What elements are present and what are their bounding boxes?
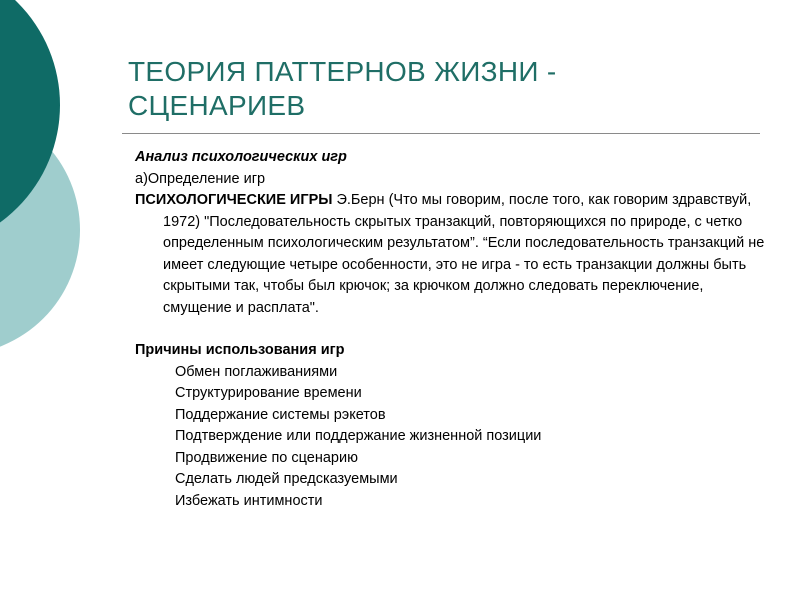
reason-item: Обмен поглаживаниями: [175, 363, 338, 380]
definition-heading: а)Определение игр: [135, 170, 266, 187]
definition-paragraph: [135, 190, 775, 319]
reason-item: Сделать людей предсказуемыми: [175, 471, 398, 487]
slide-body: [135, 147, 775, 512]
reasons-list: [135, 362, 775, 513]
definition-text: Э.Берн (Что мы говорим, после того, как говорим здравствуй, 1972) "Последовательность скрытых транзакций, повторяющихся по природе, с четко определенным психологическим результатом”. “Если последовательность транзакций не имеет следующие четыре особенности, это не игра - то есть транзакции должны быть скрытыми так, чтобы был крючок; за крючком должно следовать переключение, смущение и расплата".: [163, 192, 765, 316]
reason-item: Продвижение по сценарию: [175, 449, 358, 466]
reason-item: Подтверждение или поддержание жизненной позиции: [175, 428, 542, 444]
title-divider: [122, 133, 760, 134]
reason-item: Избежать интимности: [175, 492, 323, 509]
slide-title: ТЕОРИЯ ПАТТЕРНОВ ЖИЗНИ - СЦЕНАРИЕВ: [128, 56, 557, 121]
spacer: [135, 319, 775, 340]
definition-term: ПСИХОЛОГИЧЕСКИЕ ИГРЫ: [135, 192, 333, 208]
reasons-heading: Причины использования игр: [135, 342, 345, 358]
reason-item: Структурирование времени: [175, 385, 362, 401]
reason-item: Поддержание системы рэкетов: [175, 406, 386, 423]
slide-subtitle: Анализ психологических игр: [135, 149, 347, 165]
